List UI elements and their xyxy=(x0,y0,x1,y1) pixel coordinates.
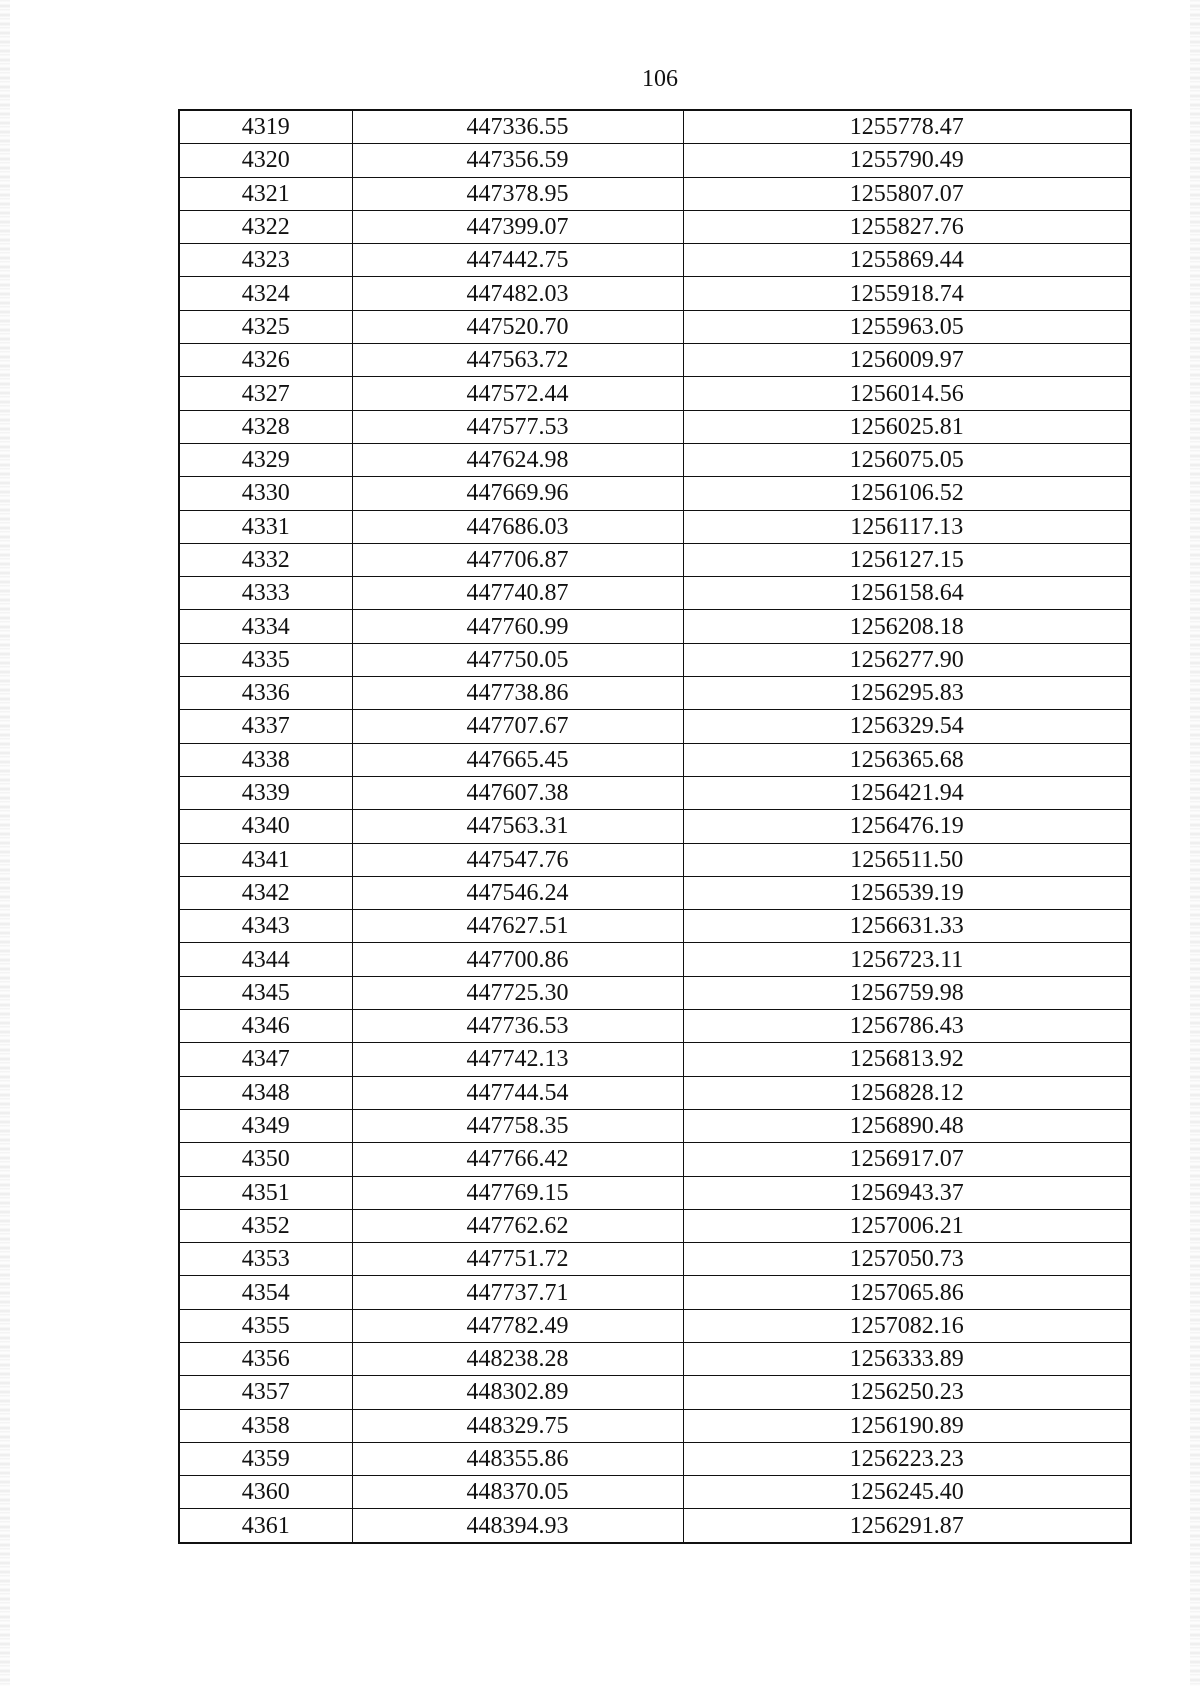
point-id-cell: 4338 xyxy=(179,743,352,776)
y-coordinate-cell: 1256539.19 xyxy=(683,876,1131,909)
x-coordinate-cell: 447577.53 xyxy=(352,410,683,443)
point-id-cell: 4333 xyxy=(179,577,352,610)
y-coordinate-cell: 1256158.64 xyxy=(683,577,1131,610)
table-row xyxy=(179,144,1131,177)
point-id-cell: 4358 xyxy=(179,1409,352,1442)
x-coordinate-cell: 447740.87 xyxy=(352,577,683,610)
table-row xyxy=(179,510,1131,543)
table-row xyxy=(179,177,1131,210)
y-coordinate-cell: 1256009.97 xyxy=(683,344,1131,377)
table-row xyxy=(179,110,1131,144)
y-coordinate-cell: 1257065.86 xyxy=(683,1276,1131,1309)
point-id-cell: 4331 xyxy=(179,510,352,543)
x-coordinate-cell: 447378.95 xyxy=(352,177,683,210)
y-coordinate-cell: 1256223.23 xyxy=(683,1442,1131,1475)
y-coordinate-cell: 1256917.07 xyxy=(683,1143,1131,1176)
x-coordinate-cell: 447737.71 xyxy=(352,1276,683,1309)
y-coordinate-cell: 1256333.89 xyxy=(683,1342,1131,1375)
x-coordinate-cell: 447563.31 xyxy=(352,810,683,843)
x-coordinate-cell: 448355.86 xyxy=(352,1442,683,1475)
point-id-cell: 4351 xyxy=(179,1176,352,1209)
table-row xyxy=(179,1143,1131,1176)
x-coordinate-cell: 447520.70 xyxy=(352,310,683,343)
y-coordinate-cell: 1256295.83 xyxy=(683,677,1131,710)
point-id-cell: 4343 xyxy=(179,910,352,943)
y-coordinate-cell: 1256828.12 xyxy=(683,1076,1131,1109)
table-row xyxy=(179,377,1131,410)
table-row xyxy=(179,1209,1131,1242)
y-coordinate-cell: 1256813.92 xyxy=(683,1043,1131,1076)
x-coordinate-cell: 447782.49 xyxy=(352,1309,683,1342)
x-coordinate-cell: 448238.28 xyxy=(352,1342,683,1375)
x-coordinate-cell: 448329.75 xyxy=(352,1409,683,1442)
x-coordinate-cell: 447547.76 xyxy=(352,843,683,876)
table-row xyxy=(179,1243,1131,1276)
table-row xyxy=(179,210,1131,243)
point-id-cell: 4322 xyxy=(179,210,352,243)
point-id-cell: 4342 xyxy=(179,876,352,909)
table-body xyxy=(179,110,1131,1543)
table-row xyxy=(179,610,1131,643)
point-id-cell: 4340 xyxy=(179,810,352,843)
x-coordinate-cell: 447769.15 xyxy=(352,1176,683,1209)
y-coordinate-cell: 1255790.49 xyxy=(683,144,1131,177)
y-coordinate-cell: 1256631.33 xyxy=(683,910,1131,943)
table-row xyxy=(179,1276,1131,1309)
y-coordinate-cell: 1256943.37 xyxy=(683,1176,1131,1209)
table-row xyxy=(179,1509,1131,1543)
point-id-cell: 4344 xyxy=(179,943,352,976)
point-id-cell: 4337 xyxy=(179,710,352,743)
x-coordinate-cell: 447766.42 xyxy=(352,1143,683,1176)
x-coordinate-cell: 448370.05 xyxy=(352,1476,683,1509)
x-coordinate-cell: 447738.86 xyxy=(352,677,683,710)
point-id-cell: 4359 xyxy=(179,1442,352,1475)
x-coordinate-cell: 448394.93 xyxy=(352,1509,683,1543)
x-coordinate-cell: 447762.62 xyxy=(352,1209,683,1242)
table-row xyxy=(179,710,1131,743)
y-coordinate-cell: 1256277.90 xyxy=(683,643,1131,676)
table-row xyxy=(179,910,1131,943)
x-coordinate-cell: 447706.87 xyxy=(352,543,683,576)
y-coordinate-cell: 1255869.44 xyxy=(683,244,1131,277)
point-id-cell: 4328 xyxy=(179,410,352,443)
point-id-cell: 4319 xyxy=(179,110,352,144)
point-id-cell: 4353 xyxy=(179,1243,352,1276)
y-coordinate-cell: 1256511.50 xyxy=(683,843,1131,876)
x-coordinate-cell: 447563.72 xyxy=(352,344,683,377)
table-row xyxy=(179,1442,1131,1475)
point-id-cell: 4334 xyxy=(179,610,352,643)
x-coordinate-cell: 447572.44 xyxy=(352,377,683,410)
y-coordinate-cell: 1256117.13 xyxy=(683,510,1131,543)
table-row xyxy=(179,1476,1131,1509)
y-coordinate-cell: 1257082.16 xyxy=(683,1309,1131,1342)
table-row xyxy=(179,344,1131,377)
table-row xyxy=(179,843,1131,876)
point-id-cell: 4320 xyxy=(179,144,352,177)
table-row xyxy=(179,677,1131,710)
x-coordinate-cell: 447686.03 xyxy=(352,510,683,543)
point-id-cell: 4330 xyxy=(179,477,352,510)
point-id-cell: 4347 xyxy=(179,1043,352,1076)
y-coordinate-cell: 1255807.07 xyxy=(683,177,1131,210)
x-coordinate-cell: 447627.51 xyxy=(352,910,683,943)
table-row xyxy=(179,244,1131,277)
table-row xyxy=(179,1109,1131,1142)
table-row xyxy=(179,876,1131,909)
y-coordinate-cell: 1256476.19 xyxy=(683,810,1131,843)
x-coordinate-cell: 447760.99 xyxy=(352,610,683,643)
point-id-cell: 4327 xyxy=(179,377,352,410)
point-id-cell: 4324 xyxy=(179,277,352,310)
table-row xyxy=(179,743,1131,776)
y-coordinate-cell: 1256245.40 xyxy=(683,1476,1131,1509)
x-coordinate-cell: 447707.67 xyxy=(352,710,683,743)
y-coordinate-cell: 1255918.74 xyxy=(683,277,1131,310)
point-id-cell: 4341 xyxy=(179,843,352,876)
x-coordinate-cell: 447736.53 xyxy=(352,1010,683,1043)
point-id-cell: 4356 xyxy=(179,1342,352,1375)
point-id-cell: 4329 xyxy=(179,443,352,476)
y-coordinate-cell: 1256014.56 xyxy=(683,377,1131,410)
x-coordinate-cell: 448302.89 xyxy=(352,1376,683,1409)
y-coordinate-cell: 1255778.47 xyxy=(683,110,1131,144)
point-id-cell: 4336 xyxy=(179,677,352,710)
table-row xyxy=(179,277,1131,310)
y-coordinate-cell: 1256250.23 xyxy=(683,1376,1131,1409)
x-coordinate-cell: 447336.55 xyxy=(352,110,683,144)
table-row xyxy=(179,577,1131,610)
y-coordinate-cell: 1256759.98 xyxy=(683,976,1131,1009)
x-coordinate-cell: 447356.59 xyxy=(352,144,683,177)
y-coordinate-cell: 1256208.18 xyxy=(683,610,1131,643)
point-id-cell: 4326 xyxy=(179,344,352,377)
point-id-cell: 4325 xyxy=(179,310,352,343)
x-coordinate-cell: 447744.54 xyxy=(352,1076,683,1109)
table-row xyxy=(179,1043,1131,1076)
table-row xyxy=(179,943,1131,976)
point-id-cell: 4355 xyxy=(179,1309,352,1342)
point-id-cell: 4321 xyxy=(179,177,352,210)
y-coordinate-cell: 1256786.43 xyxy=(683,1010,1131,1043)
x-coordinate-cell: 447742.13 xyxy=(352,1043,683,1076)
y-coordinate-cell: 1256106.52 xyxy=(683,477,1131,510)
x-coordinate-cell: 447607.38 xyxy=(352,776,683,809)
table-row xyxy=(179,443,1131,476)
table-row xyxy=(179,1409,1131,1442)
table-row xyxy=(179,1309,1131,1342)
page-number: 106 xyxy=(642,66,678,92)
point-id-cell: 4350 xyxy=(179,1143,352,1176)
point-id-cell: 4349 xyxy=(179,1109,352,1142)
table-row xyxy=(179,1376,1131,1409)
x-coordinate-cell: 447399.07 xyxy=(352,210,683,243)
x-coordinate-cell: 447725.30 xyxy=(352,976,683,1009)
x-coordinate-cell: 447750.05 xyxy=(352,643,683,676)
point-id-cell: 4346 xyxy=(179,1010,352,1043)
table-row xyxy=(179,410,1131,443)
table-row xyxy=(179,1176,1131,1209)
y-coordinate-cell: 1256025.81 xyxy=(683,410,1131,443)
y-coordinate-cell: 1256127.15 xyxy=(683,543,1131,576)
table-row xyxy=(179,543,1131,576)
coordinate-table xyxy=(178,109,1132,1544)
y-coordinate-cell: 1257050.73 xyxy=(683,1243,1131,1276)
scan-edge-right xyxy=(1190,0,1200,1686)
table-row xyxy=(179,643,1131,676)
y-coordinate-cell: 1256329.54 xyxy=(683,710,1131,743)
y-coordinate-cell: 1255963.05 xyxy=(683,310,1131,343)
y-coordinate-cell: 1256190.89 xyxy=(683,1409,1131,1442)
point-id-cell: 4354 xyxy=(179,1276,352,1309)
scan-edge-left xyxy=(0,0,10,1686)
point-id-cell: 4357 xyxy=(179,1376,352,1409)
x-coordinate-cell: 447669.96 xyxy=(352,477,683,510)
y-coordinate-cell: 1256291.87 xyxy=(683,1509,1131,1543)
point-id-cell: 4332 xyxy=(179,543,352,576)
x-coordinate-cell: 447758.35 xyxy=(352,1109,683,1142)
point-id-cell: 4323 xyxy=(179,244,352,277)
table-row xyxy=(179,310,1131,343)
table-row xyxy=(179,810,1131,843)
table-row xyxy=(179,776,1131,809)
y-coordinate-cell: 1256365.68 xyxy=(683,743,1131,776)
x-coordinate-cell: 447665.45 xyxy=(352,743,683,776)
table-row xyxy=(179,1010,1131,1043)
x-coordinate-cell: 447442.75 xyxy=(352,244,683,277)
point-id-cell: 4352 xyxy=(179,1209,352,1242)
table-row xyxy=(179,976,1131,1009)
y-coordinate-cell: 1256890.48 xyxy=(683,1109,1131,1142)
point-id-cell: 4339 xyxy=(179,776,352,809)
table-row xyxy=(179,477,1131,510)
table-row xyxy=(179,1076,1131,1109)
x-coordinate-cell: 447751.72 xyxy=(352,1243,683,1276)
y-coordinate-cell: 1257006.21 xyxy=(683,1209,1131,1242)
table-row xyxy=(179,1342,1131,1375)
point-id-cell: 4345 xyxy=(179,976,352,1009)
y-coordinate-cell: 1256723.11 xyxy=(683,943,1131,976)
point-id-cell: 4348 xyxy=(179,1076,352,1109)
y-coordinate-cell: 1256075.05 xyxy=(683,443,1131,476)
point-id-cell: 4360 xyxy=(179,1476,352,1509)
y-coordinate-cell: 1255827.76 xyxy=(683,210,1131,243)
x-coordinate-cell: 447482.03 xyxy=(352,277,683,310)
x-coordinate-cell: 447700.86 xyxy=(352,943,683,976)
point-id-cell: 4335 xyxy=(179,643,352,676)
x-coordinate-cell: 447546.24 xyxy=(352,876,683,909)
y-coordinate-cell: 1256421.94 xyxy=(683,776,1131,809)
point-id-cell: 4361 xyxy=(179,1509,352,1543)
x-coordinate-cell: 447624.98 xyxy=(352,443,683,476)
